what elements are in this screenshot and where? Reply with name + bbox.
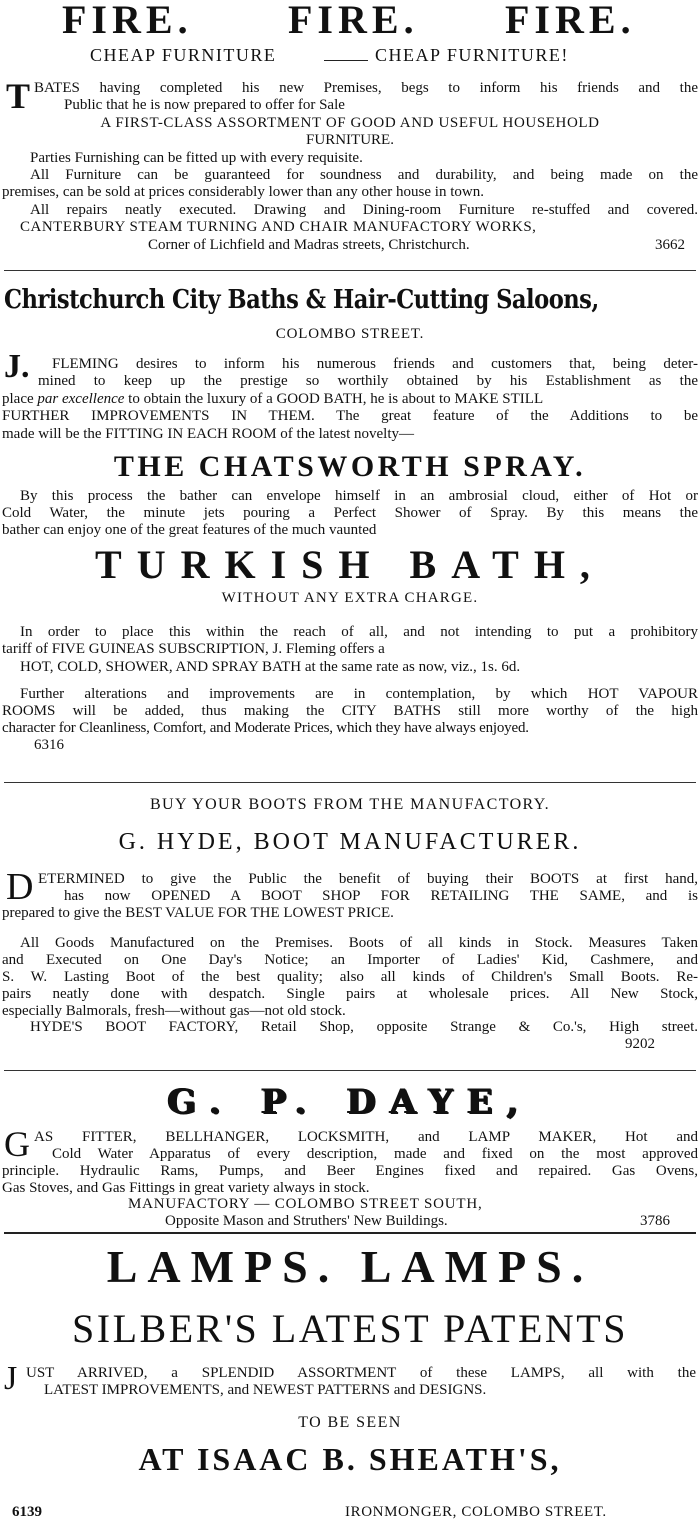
dropcap-d: D — [6, 866, 34, 908]
lamps-text-line-2: LATEST IMPROVEMENTS, and NEWEST PATTERNS and DESIGNS. — [44, 1382, 487, 1398]
turkish-bath-headline: TURKISH BATH, — [95, 542, 605, 587]
divider-4 — [4, 1232, 696, 1234]
baths-text-line-10: tariff of FIVE GUINEAS SUBSCRIPTION, J. Fleming offers a — [2, 641, 385, 657]
boots-text-line-3: prepared to give the BEST VALUE FOR THE LOWEST PRICE. — [2, 905, 394, 921]
lamps-address: IRONMONGER, COLOMBO STREET. — [345, 1504, 607, 1520]
fire-text-line-6: All Furniture can be guaranteed for soundness and durability, and being made on the — [30, 167, 698, 183]
cheap-furniture-right: CHEAP FURNITURE! — [375, 45, 569, 65]
silbers-patents-headline: SILBER'S LATEST PATENTS — [72, 1306, 628, 1351]
ad-number-3786: 3786 — [640, 1213, 670, 1229]
baths-text-place: place — [2, 391, 34, 407]
baths-text-par-excellence: par excellence — [37, 391, 125, 407]
ad-number-6316: 6316 — [34, 737, 64, 753]
fire-text-line-5: Parties Furnishing can be fitted up with every requisite. — [30, 150, 363, 166]
dropcap-g: G — [4, 1124, 30, 1164]
fire-text-line-1: BATES having completed his new Premises, begs to inform his friends and the — [34, 80, 698, 96]
baths-text-line-9: In order to place this within the reach of all, and not intending to put a prohibitory — [20, 624, 698, 640]
baths-text-line-6: By this process the bather can envelope himself in an ambrosial cloud, either of Hot or — [20, 488, 698, 504]
isaac-sheath-headline: AT ISAAC B. SHEATH'S, — [138, 1441, 562, 1477]
fire-text-line-7: premises, can be sold at prices considerably lower than any other house in town. — [2, 184, 484, 200]
ad-number-6139: 6139 — [12, 1504, 42, 1520]
daye-text-line-5: MANUFACTORY — COLOMBO STREET SOUTH, — [128, 1196, 483, 1212]
boots-text-line-9: HYDE'S BOOT FACTORY, Retail Shop, opposite Strange & Co.'s, High street. — [30, 1019, 698, 1035]
baths-text-line-11: HOT, COLD, SHOWER, AND SPRAY BATH at the same rate as now, viz., 1s. 6d. — [20, 659, 521, 675]
boots-text-line-6: S. W. Lasting Boot of the best quality; also all kinds of Children's Small Boots. Re- — [2, 969, 698, 985]
hyde-headline: G. HYDE, BOOT MANUFACTURER. — [118, 829, 582, 855]
ad-hyde-boots — [0, 788, 700, 1068]
boots-text-line-7: pairs neatly done with despatch. Single pairs at wholesale prices. All New Stock, — [2, 986, 698, 1002]
divider-2 — [4, 782, 696, 783]
cheap-furniture-left: CHEAP FURNITURE — [90, 45, 277, 65]
fire-headline-3: FIRE. — [505, 0, 636, 42]
dropcap-j-lamps: J — [4, 1360, 18, 1397]
baths-street: COLOMBO STREET. — [275, 326, 425, 342]
baths-text-line-3-rest: to obtain the luxury of a GOOD BATH, he is about to MAKE STILL — [128, 391, 544, 407]
baths-text-line-12: Further alterations and improvements are in contemplation, by which HOT VAPOUR — [20, 686, 698, 702]
divider-1 — [4, 270, 696, 271]
daye-text-line-4: Gas Stoves, and Gas Fittings in great variety always in stock. — [2, 1180, 370, 1196]
ad-lamps — [0, 1236, 700, 1527]
dropcap-t: T — [6, 76, 31, 116]
ad-number-3662: 3662 — [655, 237, 685, 253]
boots-text-line-5: and Executed on One Day's Notice; an Importer of Ladies' Kid, Cashmere, and — [2, 952, 698, 968]
divider-3 — [4, 1070, 696, 1071]
fire-text-line-9: CANTERBURY STEAM TURNING AND CHAIR MANUFACTORY WORKS, — [20, 219, 537, 235]
fire-headline-1: FIRE. — [62, 0, 193, 42]
baths-text-line-4: FURTHER IMPROVEMENTS IN THEM. The great feature of the Additions to be — [2, 408, 698, 424]
dropcap-j: J. — [4, 348, 30, 385]
baths-text-line-7: Cold Water, the minute jets pouring a Perfect Shower of Spray. By this means the — [2, 505, 698, 521]
fire-text-line-2: Public that he is now prepared to offer for Sale — [64, 97, 345, 113]
daye-text-line-2: Cold Water Apparatus of every description, made and fixed on the most approved — [52, 1146, 698, 1162]
boots-text-line-8: especially Balmorals, fresh—without gas—not old stock. — [2, 1003, 346, 1019]
daye-headline: G. P. DAYE, — [167, 1082, 533, 1122]
boots-top-line: BUY YOUR BOOTS FROM THE MANUFACTORY. — [149, 796, 551, 813]
boots-text-line-1: ETERMINED to give the Public the benefit of buying their BOOTS at first hand, — [38, 871, 698, 887]
baths-text-line-8: bather can enjoy one of the great features of the much vaunted — [2, 522, 377, 538]
baths-text-line-1: FLEMING desires to inform his numerous friends and customers that, being deter- — [52, 356, 698, 372]
ad-number-9202: 9202 — [625, 1036, 655, 1052]
fire-text-line-10: Corner of Lichfield and Madras streets, Christchurch. — [148, 237, 470, 253]
baths-text-line-5: made will be the FITTING IN EACH ROOM of the latest novelty— — [2, 426, 415, 442]
boots-text-line-2: has now OPENED A BOOT SHOP FOR RETAILING THE SAME, and is — [64, 888, 698, 904]
fire-text-line-3: A FIRST-CLASS ASSORTMENT OF GOOD AND USEFUL HOUSEHOLD — [100, 115, 600, 131]
ad-cheap-furniture — [0, 0, 700, 268]
baths-without-extra-charge: WITHOUT ANY EXTRA CHARGE. — [221, 590, 479, 606]
ad-city-baths — [0, 276, 700, 776]
baths-headline: Christchurch City Baths & Hair-Cutting Saloons, — [4, 285, 599, 315]
cheap-furniture-divider — [324, 60, 368, 61]
lamps-text-line-1: UST ARRIVED, a SPLENDID ASSORTMENT of these LAMPS, all with the — [26, 1365, 696, 1381]
daye-text-line-3: principle. Hydraulic Rams, Pumps, and Beer Engines fixed and repaired. Gas Ovens, — [2, 1163, 698, 1179]
daye-text-line-6: Opposite Mason and Struthers' New Buildings. — [165, 1213, 448, 1229]
chatsworth-spray-headline: THE CHATSWORTH SPRAY. — [113, 450, 587, 483]
baths-text-line-3 — [2, 391, 698, 408]
lamps-headline: LAMPS. LAMPS. — [106, 1241, 594, 1292]
fire-text-line-4: FURNITURE. — [306, 132, 394, 148]
boots-text-line-4: All Goods Manufactured on the Premises. Boots of all kinds in Stock. Measures Taken — [20, 935, 698, 951]
fire-text-line-8: All repairs neatly executed. Drawing and Dining-room Furniture re-stuffed and covered. — [30, 202, 698, 218]
baths-text-line-2: mined to keep up the prestige so worthily obtained by his Establishment as the — [38, 373, 698, 389]
baths-text-line-14: character for Cleanliness, Comfort, and Moderate Prices, which they have always enjoyed. — [2, 720, 529, 736]
to-be-seen: TO BE SEEN — [298, 1414, 402, 1431]
ad-gp-daye — [0, 1076, 700, 1229]
fire-headline-2: FIRE. — [288, 0, 419, 42]
baths-text-line-13: ROOMS will be added, thus making the CITY BATHS still more worthy of the high — [2, 703, 698, 719]
daye-text-line-1: AS FITTER, BELLHANGER, LOCKSMITH, and LAMP MAKER, Hot and — [34, 1129, 698, 1145]
